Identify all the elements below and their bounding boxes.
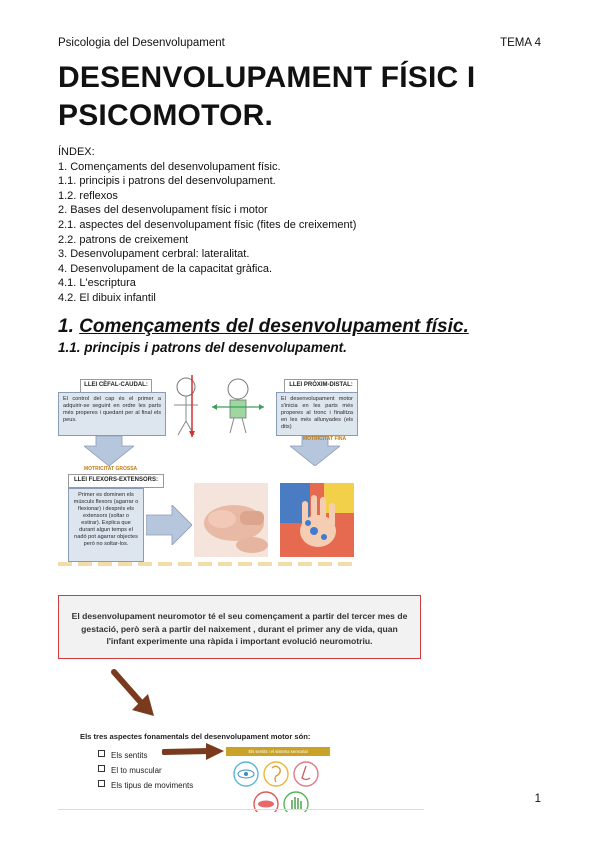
toc-item: 4.2. El dibuix infantil	[58, 291, 156, 304]
proximodistal-label: LLEI PRÒXIM-DISTAL:	[284, 379, 358, 393]
painted-hand-photo	[280, 483, 354, 557]
aspect-label: El to muscular	[111, 766, 162, 775]
checkbox-icon	[98, 750, 105, 757]
senses-icons	[232, 760, 336, 812]
down-arrow-icon	[84, 436, 134, 466]
cephalocaudal-text: El control del cap és el primer a adquirir-se seguint en ordre les parts més properes i quedant per al final els peus.	[58, 392, 166, 436]
fine-motor-caption: MOTRICITAT FINA	[303, 436, 347, 442]
list-item	[98, 763, 193, 778]
toc-item: 4. Desenvolupament de la capacitat gràfica.	[58, 262, 273, 275]
ear-icon	[264, 762, 288, 786]
aspects-intro: Els tres aspectes fonamentals del desenvolupament motor són:	[80, 732, 311, 741]
running-header-title: Psicologia del Desenvolupament	[58, 37, 225, 49]
development-laws-figure	[58, 370, 358, 568]
eye-icon	[234, 762, 258, 786]
section-heading	[58, 316, 469, 338]
toc-label: ÍNDEX:	[58, 146, 95, 158]
toc-item: 1.2. reflexos	[58, 189, 118, 202]
toc-item: 2.1. aspectes del desenvolupament físic (fites de creixement)	[58, 218, 357, 231]
down-right-arrow-icon	[110, 668, 156, 718]
flexor-extensor-text: Primer es dominen els músculs flexors (agarrar o flexionar) i després els extensors (soltar o estirar). Explica que durant algun temps el nadó pot agarrar objectes però no soltar-los.	[68, 488, 144, 562]
section-title: Començaments del desenvolupament físic.	[79, 316, 469, 337]
child-body-illustration	[168, 375, 268, 439]
toc-item: 3. Desenvolupament cerbral: lateralitat.	[58, 248, 250, 261]
right-arrow-icon	[146, 505, 192, 545]
proximodistal-text: El desenvolupament motor s'inicia en les parts més properes al tronc i finalitza en les més allunyades (els dits)	[276, 392, 358, 436]
cephalocaudal-label: LLEI CÈFAL-CAUDAL:	[80, 379, 152, 393]
right-arrow-icon	[162, 742, 224, 762]
table-of-contents	[58, 145, 356, 306]
aspect-label: Els tipus de moviments	[111, 781, 194, 790]
figure-bottom-strip	[58, 562, 358, 566]
figure-bottom-divider	[58, 809, 424, 810]
list-item	[98, 778, 193, 793]
checkbox-icon	[98, 780, 105, 787]
senses-banner: Els sentits i el sistema sensorial	[226, 747, 330, 756]
section-number: 1.	[58, 316, 80, 337]
neuromotor-statement-box: El desenvolupament neuromotor té el seu començament a partir del tercer mes de gestació, però serà a partir del naixement , durant el primer any de vida, quan l'infant experimente una ràpida i important evolució neuromotriu.	[58, 595, 421, 659]
subsection-heading: 1.1. principis i patrons del desenvolupament.	[58, 340, 347, 355]
checkbox-icon	[98, 765, 105, 772]
gross-motor-caption: MOTRICITAT GROSSA	[84, 466, 138, 472]
toc-item: 4.1. L'escriptura	[58, 277, 136, 290]
document-title: DESENVOLUPAMENT FÍSIC I PSICOMOTOR.	[58, 61, 476, 132]
toc-item: 1.1. principis i patrons del desenvolupament.	[58, 175, 276, 188]
flexor-extensor-label: LLEI FLEXORS-EXTENSORS:	[68, 474, 164, 488]
aspect-label: Els sentits	[111, 751, 148, 760]
baby-grasp-photo	[194, 483, 268, 557]
toc-item: 2. Bases del desenvolupament físic i motor	[58, 204, 268, 217]
page-number: 1	[534, 793, 541, 805]
toc-item: 2.2. patrons de creixement	[58, 233, 189, 246]
toc-item: 1. Començaments del desenvolupament físic.	[58, 160, 281, 173]
running-header-topic: TEMA 4	[500, 37, 541, 49]
nose-icon	[294, 762, 318, 786]
